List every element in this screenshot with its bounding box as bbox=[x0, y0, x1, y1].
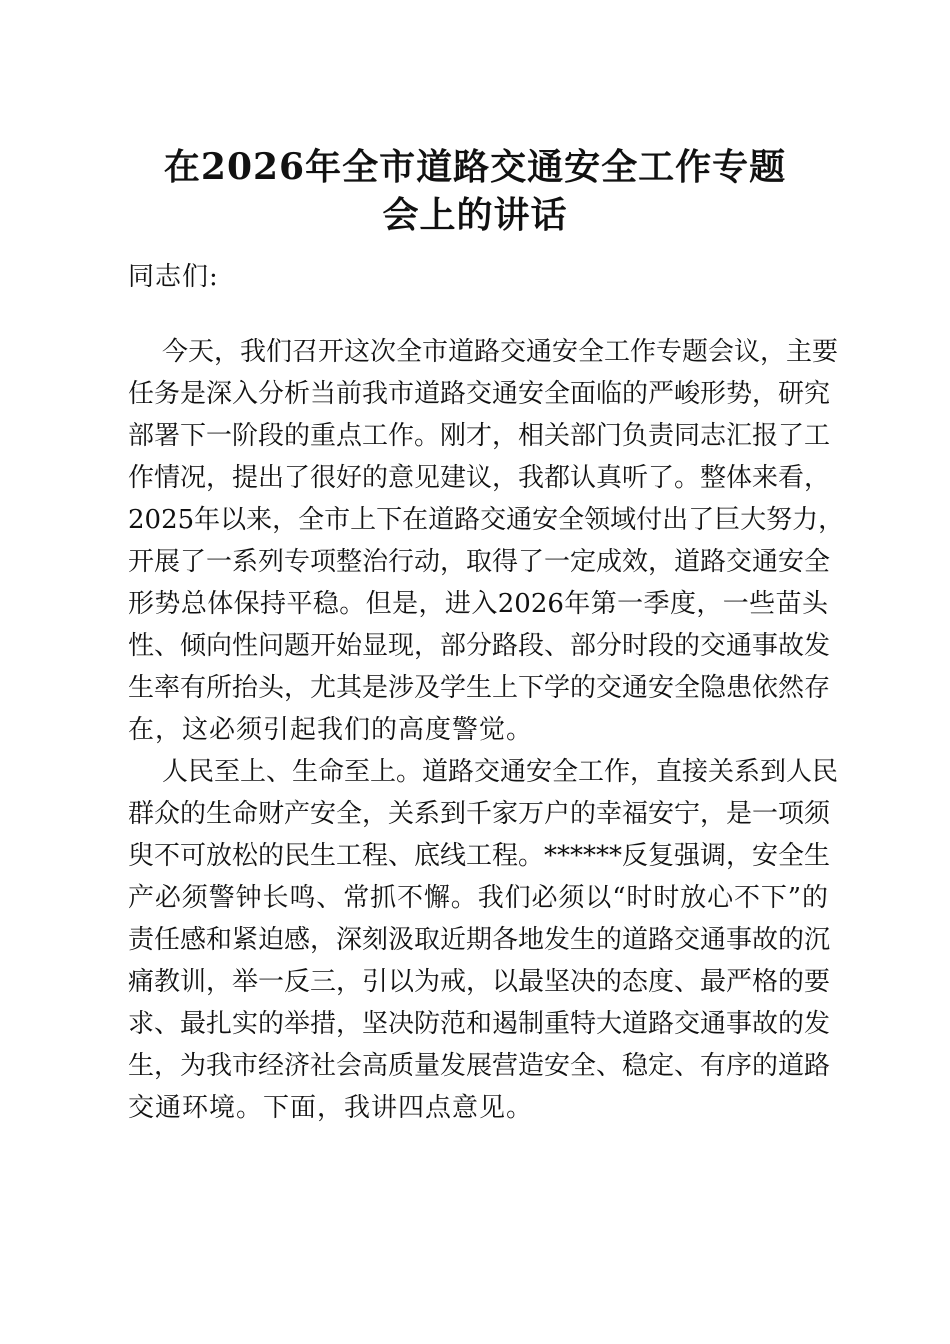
paragraph-line: 人民至上、生命至上。道路交通安全工作，直接关系到人民 bbox=[162, 757, 839, 787]
paragraph-line: 求、最扎实的举措，坚决防范和遏制重特大道路交通事故的发 bbox=[128, 1009, 831, 1039]
paragraph-line: 交通环境。下面，我讲四点意见。 bbox=[128, 1093, 534, 1123]
paragraph-line: 臾不可放松的民生工程、底线工程。******反复强调，安全生 bbox=[128, 841, 831, 871]
paragraph-line: 群众的生命财产安全，关系到千家万户的幸福安宁，是一项须 bbox=[128, 799, 831, 829]
paragraph-line: 2025年以来，全市上下在道路交通安全领域付出了巨大努力， bbox=[128, 505, 845, 535]
paragraph-line: 责任感和紧迫感，深刻汲取近期各地发生的道路交通事故的沉 bbox=[128, 925, 831, 955]
paragraph-line: 今天，我们召开这次全市道路交通安全工作专题会议，主要 bbox=[162, 337, 839, 367]
paragraph-line: 开展了一系列专项整治行动，取得了一定成效，道路交通安全 bbox=[128, 547, 831, 577]
paragraph-line: 部署下一阶段的重点工作。刚才，相关部门负责同志汇报了工 bbox=[128, 421, 831, 451]
paragraph-line: 生率有所抬头，尤其是涉及学生上下学的交通安全隐患依然存 bbox=[128, 673, 831, 703]
paragraph-line: 形势总体保持平稳。但是，进入2026年第一季度，一些苗头 bbox=[128, 589, 828, 619]
paragraph-line: 作情况，提出了很好的意见建议，我都认真听了。整体来看， bbox=[128, 463, 831, 493]
document-title-line-1: 在2026年全市道路交通安全工作专题 bbox=[163, 146, 787, 188]
paragraph-line: 痛教训，举一反三，引以为戒，以最坚决的态度、最严格的要 bbox=[128, 967, 831, 997]
document-title-line-2: 会上的讲话 bbox=[382, 194, 568, 236]
paragraph-line: 性、倾向性问题开始显现，部分路段、部分时段的交通事故发 bbox=[128, 631, 831, 661]
paragraph-line: 产必须警钟长鸣、常抓不懈。我们必须以“时时放心不下”的 bbox=[128, 883, 828, 913]
paragraph-line: 生，为我市经济社会高质量发展营造安全、稳定、有序的道路 bbox=[128, 1051, 831, 1081]
salutation: 同志们: bbox=[128, 262, 219, 292]
paragraph-line: 任务是深入分析当前我市道路交通安全面临的严峻形势，研究 bbox=[128, 379, 831, 409]
paragraph-line: 在，这必须引起我们的高度警觉。 bbox=[128, 715, 534, 745]
